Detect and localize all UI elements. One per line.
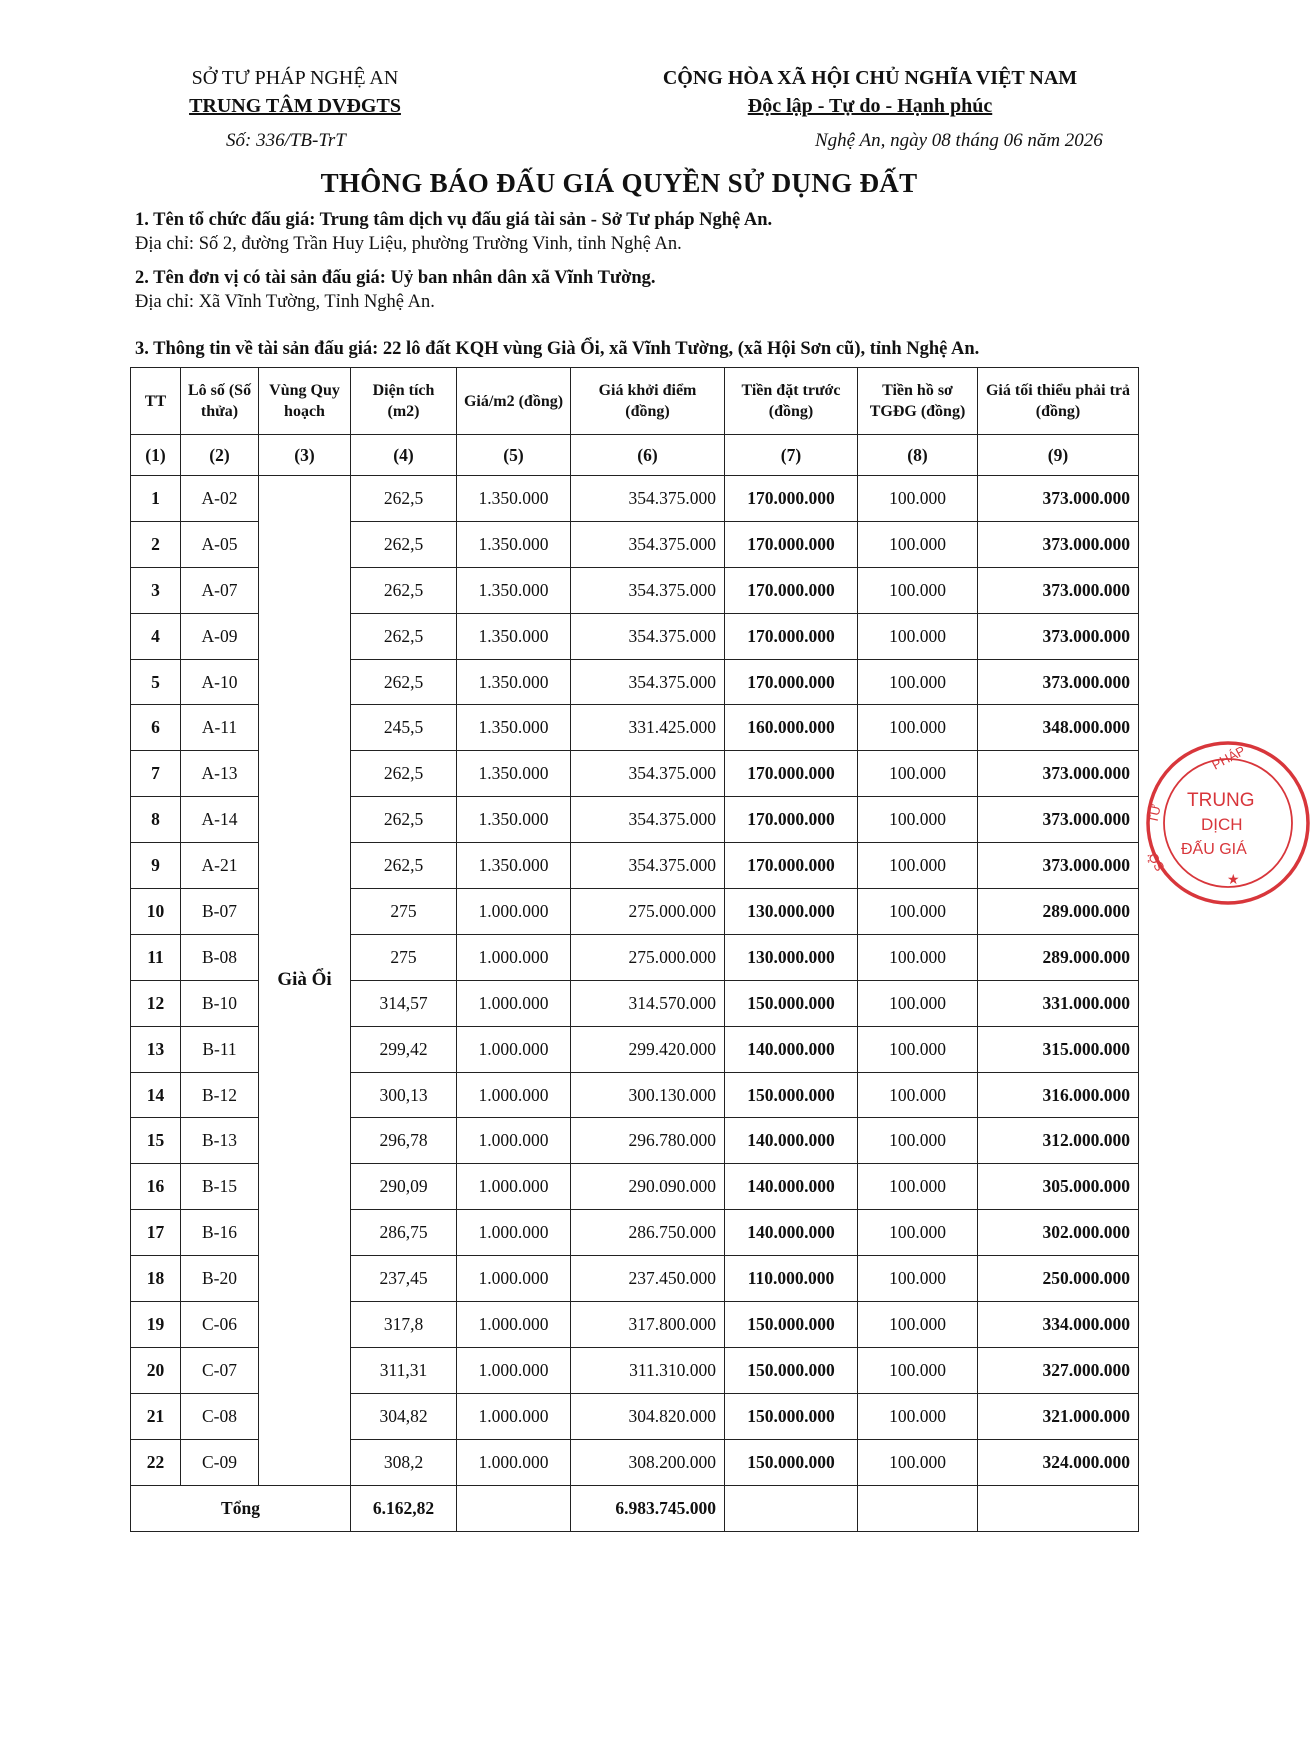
header-cell: Tiền hồ sơ TGĐG (đồng) (858, 368, 978, 435)
cell-deposit: 170.000.000 (725, 476, 858, 522)
cell-price-per-m2: 1.000.000 (457, 1118, 571, 1164)
cell-price-per-m2: 1.000.000 (457, 1210, 571, 1256)
cell-start-price: 299.420.000 (571, 1026, 725, 1072)
cell-area: 296,78 (351, 1118, 457, 1164)
cell-dossier-fee: 100.000 (858, 476, 978, 522)
issuing-organization (170, 64, 420, 120)
cell-deposit: 140.000.000 (725, 1210, 858, 1256)
cell-dossier-fee: 100.000 (858, 934, 978, 980)
cell-deposit: 170.000.000 (725, 843, 858, 889)
cell-start-price: 290.090.000 (571, 1164, 725, 1210)
total-label: Tổng (131, 1485, 351, 1531)
cell-lot-number: C-09 (181, 1439, 259, 1485)
cell-lot-number: A-21 (181, 843, 259, 889)
total-area: 6.162,82 (351, 1485, 457, 1531)
national-header (640, 64, 1100, 120)
cell-start-price: 237.450.000 (571, 1256, 725, 1302)
cell-price-per-m2: 1.000.000 (457, 1347, 571, 1393)
cell-start-price: 354.375.000 (571, 797, 725, 843)
cell-area: 262,5 (351, 751, 457, 797)
cell-index: 11 (131, 934, 181, 980)
cell-lot-number: B-20 (181, 1256, 259, 1302)
cell-minimum-price: 348.000.000 (978, 705, 1139, 751)
cell-area: 299,42 (351, 1026, 457, 1072)
column-number-cell: (7) (725, 435, 858, 476)
cell-start-price: 354.375.000 (571, 567, 725, 613)
cell-deposit: 110.000.000 (725, 1256, 858, 1302)
document-date: Nghệ An, ngày 08 tháng 06 năm 2026 (815, 130, 1103, 151)
cell-area: 262,5 (351, 797, 457, 843)
cell-index: 12 (131, 980, 181, 1026)
cell-dossier-fee: 100.000 (858, 659, 978, 705)
document-number: Số: 336/TB-TrT (226, 130, 346, 151)
header-cell: Lô số (Số thửa) (181, 368, 259, 435)
cell-minimum-price: 316.000.000 (978, 1072, 1139, 1118)
cell-minimum-price: 373.000.000 (978, 476, 1139, 522)
cell-start-price: 275.000.000 (571, 934, 725, 980)
nation-motto: Độc lập - Tự do - Hạnh phúc (747, 95, 993, 117)
cell-dossier-fee: 100.000 (858, 521, 978, 567)
cell-price-per-m2: 1.000.000 (457, 889, 571, 935)
stamp-star-icon: ★ (1227, 872, 1240, 888)
cell-lot-number: B-10 (181, 980, 259, 1026)
cell-start-price: 311.310.000 (571, 1347, 725, 1393)
cell-lot-number: A-11 (181, 705, 259, 751)
cell-planning-zone: Già Ổi (259, 476, 351, 1486)
cell-area: 300,13 (351, 1072, 457, 1118)
cell-minimum-price: 289.000.000 (978, 889, 1139, 935)
section-1-heading: 1. Tên tổ chức đấu giá: Trung tâm dịch vụ đấu giá tài sản - Sở Tư pháp Nghệ An. (135, 210, 773, 230)
cell-lot-number: B-16 (181, 1210, 259, 1256)
cell-dossier-fee: 100.000 (858, 1072, 978, 1118)
cell-index: 20 (131, 1347, 181, 1393)
cell-area: 290,09 (351, 1164, 457, 1210)
total-empty-cell (858, 1485, 978, 1531)
cell-deposit: 170.000.000 (725, 751, 858, 797)
red-seal-stamp (1143, 738, 1313, 908)
cell-price-per-m2: 1.000.000 (457, 1439, 571, 1485)
cell-deposit: 130.000.000 (725, 889, 858, 935)
cell-index: 10 (131, 889, 181, 935)
cell-dossier-fee: 100.000 (858, 1210, 978, 1256)
cell-start-price: 354.375.000 (571, 843, 725, 889)
cell-price-per-m2: 1.000.000 (457, 1393, 571, 1439)
cell-minimum-price: 373.000.000 (978, 613, 1139, 659)
cell-price-per-m2: 1.350.000 (457, 476, 571, 522)
cell-deposit: 170.000.000 (725, 567, 858, 613)
cell-price-per-m2: 1.350.000 (457, 659, 571, 705)
table-total-row (131, 1485, 1139, 1531)
cell-area: 262,5 (351, 476, 457, 522)
cell-start-price: 354.375.000 (571, 751, 725, 797)
cell-start-price: 308.200.000 (571, 1439, 725, 1485)
cell-index: 13 (131, 1026, 181, 1072)
cell-price-per-m2: 1.000.000 (457, 1256, 571, 1302)
cell-index: 22 (131, 1439, 181, 1485)
cell-start-price: 331.425.000 (571, 705, 725, 751)
cell-dossier-fee: 100.000 (858, 1347, 978, 1393)
cell-deposit: 160.000.000 (725, 705, 858, 751)
cell-lot-number: A-14 (181, 797, 259, 843)
org-line-2: TRUNG TÂM DVĐGTS (189, 95, 401, 117)
cell-dossier-fee: 100.000 (858, 843, 978, 889)
cell-index: 7 (131, 751, 181, 797)
cell-dossier-fee: 100.000 (858, 705, 978, 751)
cell-index: 4 (131, 613, 181, 659)
section-1-address: Địa chỉ: Số 2, đường Trần Huy Liệu, phường Trường Vinh, tỉnh Nghệ An. (135, 234, 682, 254)
cell-dossier-fee: 100.000 (858, 1256, 978, 1302)
cell-price-per-m2: 1.000.000 (457, 1302, 571, 1348)
cell-deposit: 140.000.000 (725, 1164, 858, 1210)
cell-lot-number: A-07 (181, 567, 259, 613)
cell-price-per-m2: 1.350.000 (457, 521, 571, 567)
cell-price-per-m2: 1.350.000 (457, 567, 571, 613)
cell-deposit: 150.000.000 (725, 980, 858, 1026)
cell-start-price: 354.375.000 (571, 521, 725, 567)
stamp-text-side-2: SỞ (1144, 849, 1168, 874)
column-number-cell: (2) (181, 435, 259, 476)
cell-area: 308,2 (351, 1439, 457, 1485)
section-3 (135, 337, 979, 361)
cell-price-per-m2: 1.350.000 (457, 705, 571, 751)
cell-deposit: 170.000.000 (725, 521, 858, 567)
column-number-cell: (6) (571, 435, 725, 476)
cell-start-price: 314.570.000 (571, 980, 725, 1026)
cell-dossier-fee: 100.000 (858, 1393, 978, 1439)
cell-area: 262,5 (351, 843, 457, 889)
header-cell: Giá tối thiểu phải trả (đồng) (978, 368, 1139, 435)
cell-lot-number: C-07 (181, 1347, 259, 1393)
cell-index: 19 (131, 1302, 181, 1348)
cell-minimum-price: 327.000.000 (978, 1347, 1139, 1393)
cell-lot-number: A-09 (181, 613, 259, 659)
cell-deposit: 170.000.000 (725, 659, 858, 705)
total-empty-cell (457, 1485, 571, 1531)
cell-minimum-price: 305.000.000 (978, 1164, 1139, 1210)
cell-index: 14 (131, 1072, 181, 1118)
cell-start-price: 300.130.000 (571, 1072, 725, 1118)
cell-dossier-fee: 100.000 (858, 980, 978, 1026)
cell-index: 18 (131, 1256, 181, 1302)
stamp-text-top: PHÁP (1209, 742, 1248, 773)
cell-deposit: 170.000.000 (725, 613, 858, 659)
cell-price-per-m2: 1.350.000 (457, 751, 571, 797)
cell-price-per-m2: 1.000.000 (457, 1164, 571, 1210)
header-cell: Diện tích (m2) (351, 368, 457, 435)
cell-deposit: 150.000.000 (725, 1439, 858, 1485)
cell-dossier-fee: 100.000 (858, 567, 978, 613)
stamp-text-line-2: DỊCH (1201, 815, 1243, 834)
cell-minimum-price: 250.000.000 (978, 1256, 1139, 1302)
cell-area: 317,8 (351, 1302, 457, 1348)
cell-start-price: 275.000.000 (571, 889, 725, 935)
cell-lot-number: B-12 (181, 1072, 259, 1118)
column-number-cell: (3) (259, 435, 351, 476)
cell-dossier-fee: 100.000 (858, 1026, 978, 1072)
cell-area: 262,5 (351, 567, 457, 613)
cell-index: 1 (131, 476, 181, 522)
cell-index: 9 (131, 843, 181, 889)
cell-minimum-price: 373.000.000 (978, 843, 1139, 889)
cell-dossier-fee: 100.000 (858, 1118, 978, 1164)
cell-lot-number: A-02 (181, 476, 259, 522)
cell-price-per-m2: 1.350.000 (457, 797, 571, 843)
cell-lot-number: A-10 (181, 659, 259, 705)
cell-deposit: 130.000.000 (725, 934, 858, 980)
cell-area: 304,82 (351, 1393, 457, 1439)
header-cell: TT (131, 368, 181, 435)
cell-minimum-price: 315.000.000 (978, 1026, 1139, 1072)
cell-area: 314,57 (351, 980, 457, 1026)
cell-minimum-price: 373.000.000 (978, 797, 1139, 843)
cell-lot-number: B-08 (181, 934, 259, 980)
cell-minimum-price: 312.000.000 (978, 1118, 1139, 1164)
cell-area: 237,45 (351, 1256, 457, 1302)
total-start-price: 6.983.745.000 (571, 1485, 725, 1531)
cell-start-price: 354.375.000 (571, 659, 725, 705)
nation-line-1: CỘNG HÒA XÃ HỘI CHỦ NGHĨA VIỆT NAM (662, 67, 1078, 89)
cell-area: 262,5 (351, 613, 457, 659)
cell-area: 262,5 (351, 521, 457, 567)
cell-deposit: 170.000.000 (725, 797, 858, 843)
cell-minimum-price: 289.000.000 (978, 934, 1139, 980)
cell-index: 15 (131, 1118, 181, 1164)
cell-dossier-fee: 100.000 (858, 889, 978, 935)
table-header-row (131, 368, 1139, 435)
cell-minimum-price: 334.000.000 (978, 1302, 1139, 1348)
stamp-text-line-1: TRUNG (1187, 790, 1255, 811)
cell-lot-number: B-13 (181, 1118, 259, 1164)
cell-deposit: 150.000.000 (725, 1347, 858, 1393)
stamp-text-line-3: ĐẤU GIÁ (1181, 841, 1247, 858)
cell-start-price: 286.750.000 (571, 1210, 725, 1256)
cell-area: 286,75 (351, 1210, 457, 1256)
header-cell: Giá/m2 (đồng) (457, 368, 571, 435)
section-1 (135, 208, 772, 256)
cell-dossier-fee: 100.000 (858, 1439, 978, 1485)
cell-index: 6 (131, 705, 181, 751)
table-body (131, 476, 1139, 1532)
column-number-cell: (8) (858, 435, 978, 476)
cell-price-per-m2: 1.350.000 (457, 843, 571, 889)
cell-minimum-price: 373.000.000 (978, 567, 1139, 613)
cell-minimum-price: 373.000.000 (978, 751, 1139, 797)
header-cell: Tiền đặt trước (đồng) (725, 368, 858, 435)
cell-price-per-m2: 1.000.000 (457, 980, 571, 1026)
cell-deposit: 140.000.000 (725, 1026, 858, 1072)
cell-deposit: 150.000.000 (725, 1393, 858, 1439)
cell-start-price: 354.375.000 (571, 476, 725, 522)
total-empty-cell (978, 1485, 1139, 1531)
cell-deposit: 140.000.000 (725, 1118, 858, 1164)
cell-price-per-m2: 1.000.000 (457, 1026, 571, 1072)
header-cell: Vùng Quy hoạch (259, 368, 351, 435)
column-number-cell: (9) (978, 435, 1139, 476)
org-line-1: SỞ TƯ PHÁP NGHỆ AN (191, 67, 399, 89)
cell-minimum-price: 373.000.000 (978, 521, 1139, 567)
cell-area: 262,5 (351, 659, 457, 705)
cell-deposit: 150.000.000 (725, 1302, 858, 1348)
cell-lot-number: B-15 (181, 1164, 259, 1210)
total-empty-cell (725, 1485, 858, 1531)
page-title: THÔNG BÁO ĐẤU GIÁ QUYỀN SỬ DỤNG ĐẤT (320, 168, 918, 198)
cell-dossier-fee: 100.000 (858, 1164, 978, 1210)
cell-start-price: 304.820.000 (571, 1393, 725, 1439)
column-number-cell: (1) (131, 435, 181, 476)
cell-price-per-m2: 1.350.000 (457, 613, 571, 659)
cell-lot-number: A-13 (181, 751, 259, 797)
section-3-heading: 3. Thông tin về tài sản đấu giá: 22 lô đất KQH vùng Già Ổi, xã Vĩnh Tường, (xã Hội Sơn cũ), tỉnh Nghệ An. (135, 339, 980, 359)
cell-lot-number: B-11 (181, 1026, 259, 1072)
cell-lot-number: C-06 (181, 1302, 259, 1348)
cell-dossier-fee: 100.000 (858, 613, 978, 659)
cell-start-price: 296.780.000 (571, 1118, 725, 1164)
column-number-cell: (5) (457, 435, 571, 476)
cell-index: 16 (131, 1164, 181, 1210)
cell-price-per-m2: 1.000.000 (457, 1072, 571, 1118)
cell-lot-number: A-05 (181, 521, 259, 567)
cell-area: 275 (351, 934, 457, 980)
cell-lot-number: C-08 (181, 1393, 259, 1439)
table-column-number-row (131, 435, 1139, 476)
section-2-heading: 2. Tên đơn vị có tài sản đấu giá: Uỷ ban nhân dân xã Vĩnh Tường. (135, 268, 656, 288)
cell-dossier-fee: 100.000 (858, 751, 978, 797)
column-number-cell: (4) (351, 435, 457, 476)
cell-lot-number: B-07 (181, 889, 259, 935)
stamp-text-side: TƯ (1145, 802, 1164, 825)
cell-minimum-price: 302.000.000 (978, 1210, 1139, 1256)
cell-start-price: 317.800.000 (571, 1302, 725, 1348)
cell-minimum-price: 324.000.000 (978, 1439, 1139, 1485)
table-row (131, 476, 1139, 522)
cell-index: 17 (131, 1210, 181, 1256)
cell-index: 2 (131, 521, 181, 567)
cell-area: 275 (351, 889, 457, 935)
header-cell: Giá khởi điểm (đồng) (571, 368, 725, 435)
cell-dossier-fee: 100.000 (858, 797, 978, 843)
auction-table (130, 367, 1139, 1532)
cell-start-price: 354.375.000 (571, 613, 725, 659)
section-2 (135, 266, 655, 314)
cell-minimum-price: 331.000.000 (978, 980, 1139, 1026)
cell-minimum-price: 321.000.000 (978, 1393, 1139, 1439)
cell-area: 245,5 (351, 705, 457, 751)
cell-area: 311,31 (351, 1347, 457, 1393)
cell-index: 3 (131, 567, 181, 613)
cell-minimum-price: 373.000.000 (978, 659, 1139, 705)
cell-index: 5 (131, 659, 181, 705)
cell-dossier-fee: 100.000 (858, 1302, 978, 1348)
cell-index: 21 (131, 1393, 181, 1439)
cell-index: 8 (131, 797, 181, 843)
cell-price-per-m2: 1.000.000 (457, 934, 571, 980)
section-2-address: Địa chỉ: Xã Vĩnh Tường, Tỉnh Nghệ An. (135, 292, 435, 312)
cell-deposit: 150.000.000 (725, 1072, 858, 1118)
